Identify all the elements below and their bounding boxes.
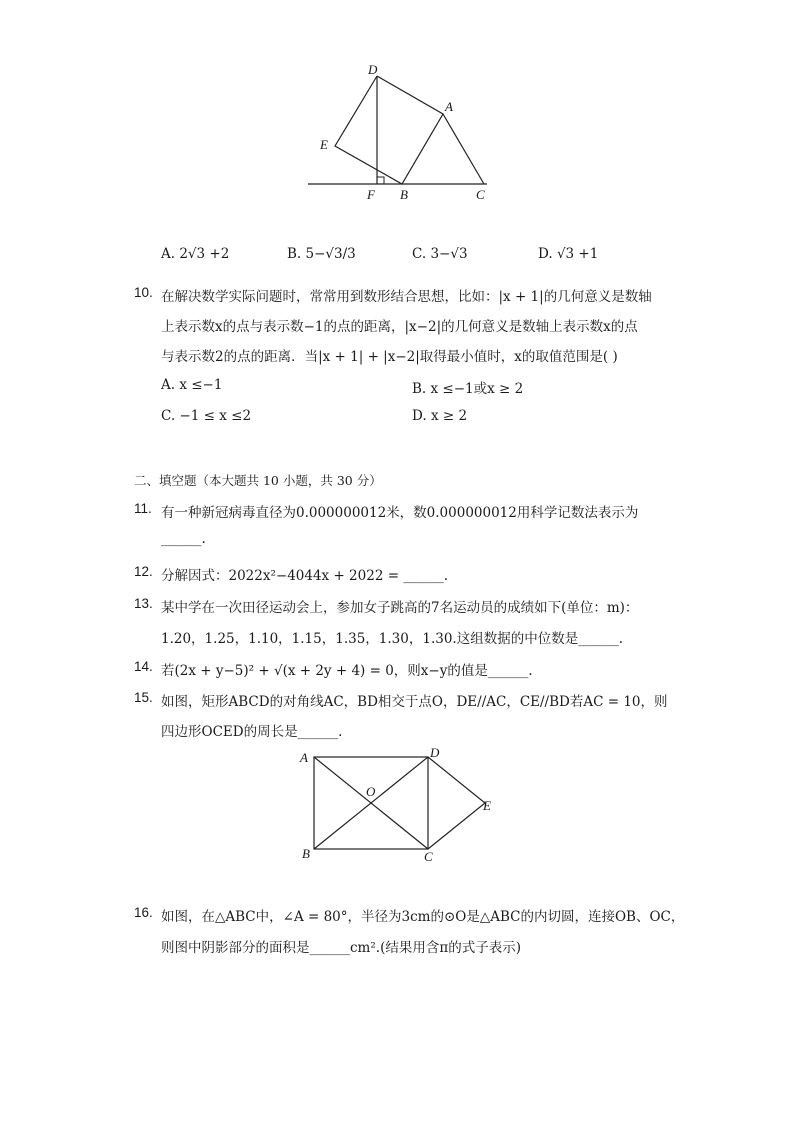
q10-number: 10.: [134, 285, 153, 300]
label-C: C: [476, 187, 485, 202]
q14-text: 若(2x + y−5)² + √(x + 2y + 4) = 0，则x−y的值是______.: [161, 663, 533, 679]
q15-number: 15.: [134, 690, 153, 705]
label-E: E: [483, 798, 491, 813]
q15-line2: 四边形OCED的周长是______.: [161, 724, 343, 740]
label-C: C: [424, 849, 433, 864]
q13-line2: 1.20，1.25，1.10，1.15，1.35，1.30，1.30.这组数据的中位数是______.: [161, 631, 623, 647]
q12-number: 12.: [134, 564, 153, 579]
label-D: D: [368, 62, 378, 77]
label-D: D: [430, 745, 440, 760]
q11-number: 11.: [134, 501, 152, 516]
q9-option-c[interactable]: C. 3−√3: [412, 246, 468, 262]
label-A: A: [300, 750, 308, 765]
q9-option-b[interactable]: B. 5−√3/3: [287, 246, 356, 262]
figure-q9: [300, 55, 500, 205]
label-O: O: [366, 784, 376, 799]
q15-line1: 如图，矩形ABCD的对角线AC，BD相交于点O，DE//AC，CE//BD若AC = 10，则: [161, 694, 668, 710]
label-B: B: [302, 846, 310, 861]
q13-number: 13.: [134, 596, 153, 611]
q16-line1: 如图，在△ABC中，∠A = 80°，半径为3cm的⊙O是△ABC的内切圆，连接OB、OC，: [161, 909, 685, 925]
section-title: 二、填空题（本大题共 10 小题，共 30 分）: [134, 473, 382, 488]
q10-line2: 上表示数x的点与表示数−1的点的距离，|x−2|的几何意义是数轴上表示数x的点: [161, 319, 638, 335]
q13-line1: 某中学在一次田径运动会上，参加女子跳高的7名运动员的成绩如下(单位：m)：: [161, 600, 639, 616]
q10-option-a[interactable]: A. x ≤−1: [161, 377, 223, 393]
right-angle-mark: [377, 177, 384, 184]
segment-AC: [443, 114, 484, 184]
q11-line1: 有一种新冠病毒直径为0.000000012米，数0.000000012用科学记数法表示为: [161, 505, 639, 521]
q11-line2: ______.: [161, 531, 206, 547]
q14-number: 14.: [134, 659, 153, 674]
segments-DE-CE: [428, 757, 485, 849]
q16-number: 16.: [134, 905, 153, 920]
label-A: A: [445, 99, 453, 114]
square-DEBA: [335, 76, 443, 184]
q10-option-c[interactable]: C. −1 ≤ x ≤2: [161, 408, 252, 424]
q9-option-d[interactable]: D. √3 +1: [538, 246, 599, 262]
q16-line2: 则图中阴影部分的面积是______cm².(结果用含π的式子表示): [161, 940, 521, 956]
q10-option-d[interactable]: D. x ≥ 2: [412, 408, 468, 424]
label-F: F: [367, 187, 375, 202]
q12-text: 分解因式：2022x²−4044x + 2022 = ______.: [161, 568, 449, 584]
q9-option-a[interactable]: A. 2√3 +2: [161, 246, 230, 262]
q10-line1: 在解决数学实际问题时，常常用到数形结合思想，比如：|x + 1|的几何意义是数轴: [161, 289, 652, 305]
figure-q15: [295, 745, 505, 865]
q10-line3: 与表示数2的点的距离．当|x + 1| + |x−2|取得最小值时，x的取值范围是( ): [161, 349, 618, 365]
label-B: B: [400, 187, 408, 202]
q10-option-b[interactable]: B. x ≤−1或x ≥ 2: [412, 381, 524, 397]
label-E: E: [320, 137, 328, 152]
